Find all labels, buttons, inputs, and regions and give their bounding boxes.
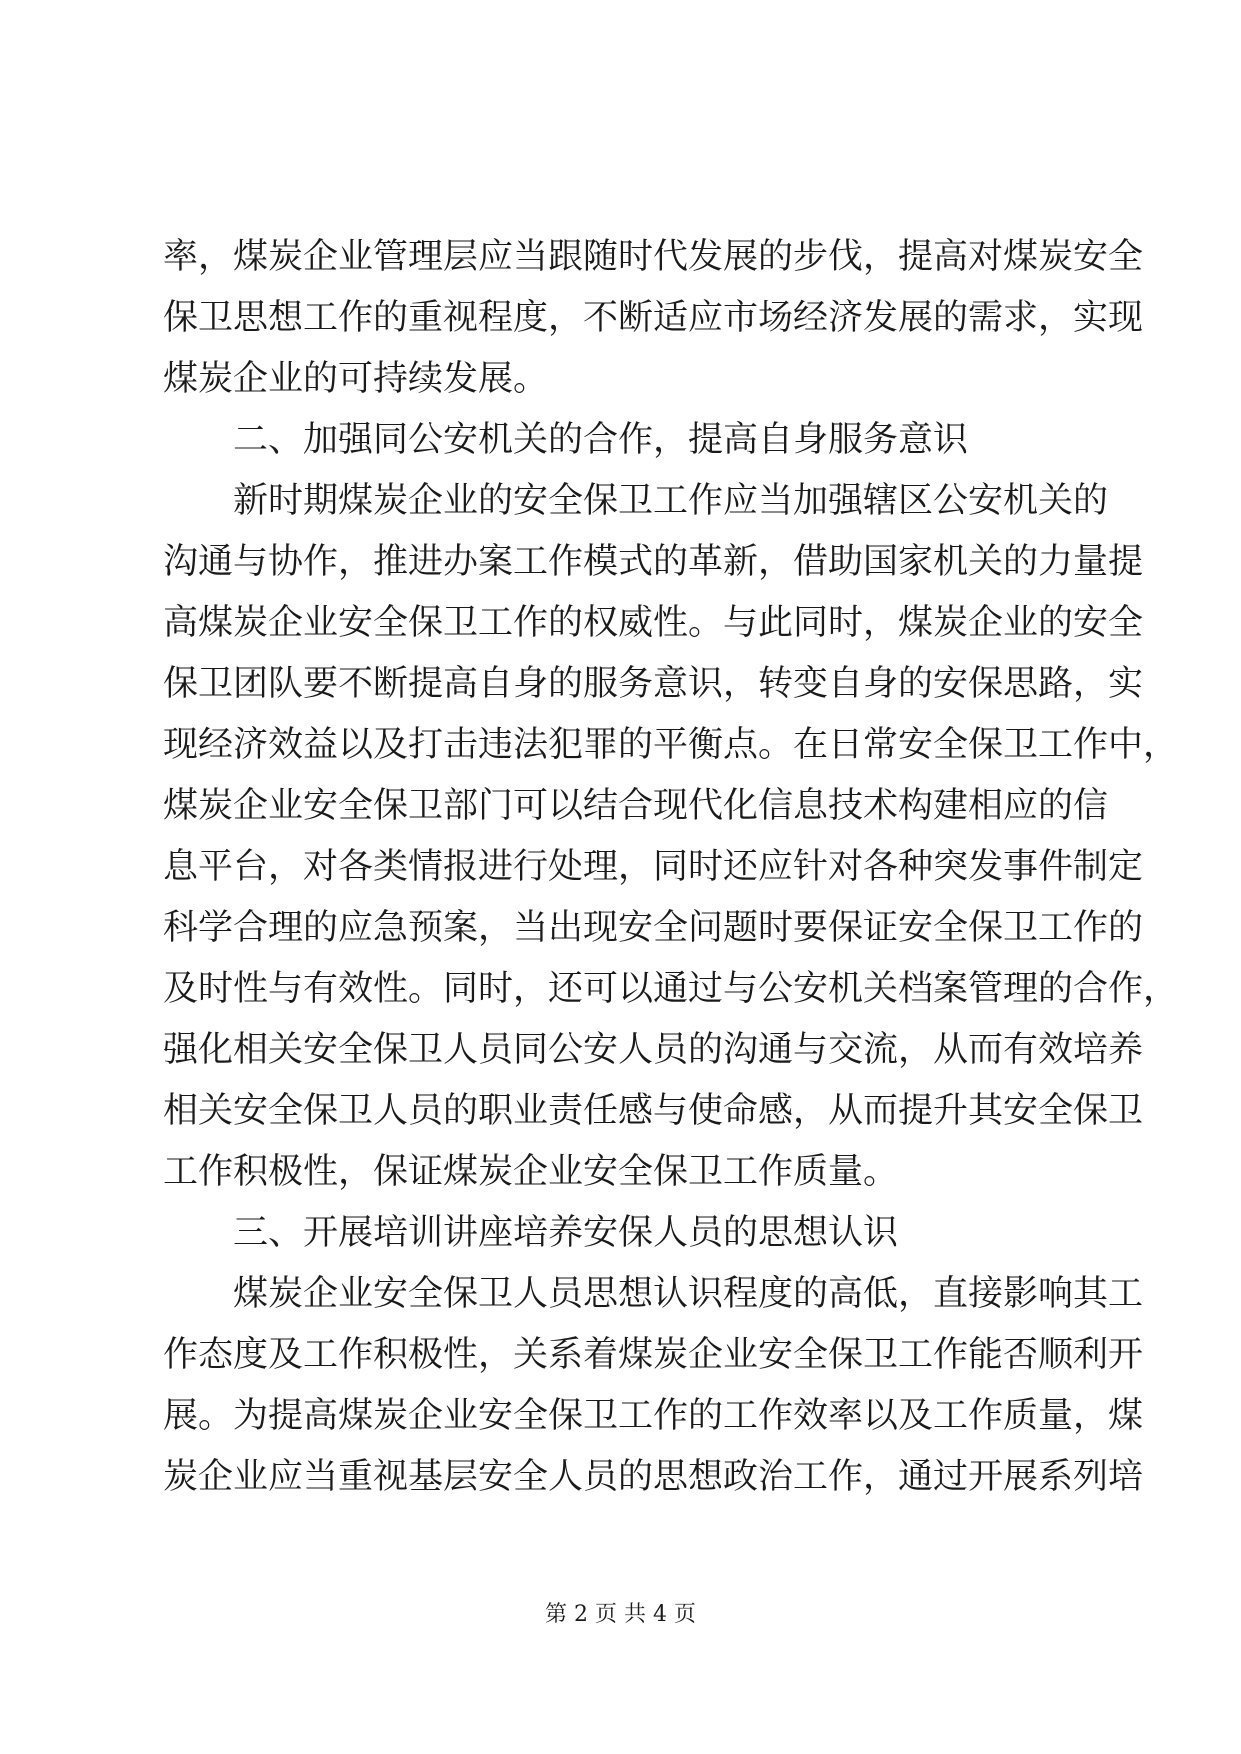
text-line: 新时期煤炭企业的安全保卫工作应当加强辖区公安机关的	[233, 481, 1109, 521]
text-line: 保卫思想工作的重视程度，不断适应市场经济发展的需求，实现	[163, 298, 1144, 338]
text-line: 现经济效益以及打击违法犯罪的平衡点。在日常安全保卫工作中，	[163, 725, 1179, 765]
text-line: 工作积极性，保证煤炭企业安全保卫工作质量。	[163, 1152, 899, 1192]
paragraph	[163, 471, 1179, 1203]
paragraph	[163, 1264, 1144, 1508]
text-line: 相关安全保卫人员的职业责任感与使命感，从而提升其安全保卫	[163, 1091, 1144, 1131]
text-line: 二、加强同公安机关的合作，提高自身服务意识	[233, 420, 969, 460]
text-line: 强化相关安全保卫人员同公安人员的沟通与交流，从而有效培养	[163, 1030, 1144, 1070]
section-heading	[163, 1203, 1083, 1264]
text-line: 率，煤炭企业管理层应当跟随时代发展的步伐，提高对煤炭安全	[163, 237, 1144, 277]
text-line: 及时性与有效性。同时，还可以通过与公安机关档案管理的合作，	[163, 969, 1179, 1009]
document-body	[163, 227, 1179, 1508]
text-line: 保卫团队要不断提高自身的服务意识，转变自身的安保思路，实	[163, 664, 1144, 704]
text-line: 沟通与协作，推进办案工作模式的革新，借助国家机关的力量提	[163, 542, 1144, 582]
text-line: 科学合理的应急预案，当出现安全问题时要保证安全保卫工作的	[163, 908, 1144, 948]
text-line: 息平台，对各类情报进行处理，同时还应针对各种突发事件制定	[163, 847, 1144, 887]
text-line: 高煤炭企业安全保卫工作的权威性。与此同时，煤炭企业的安全	[163, 603, 1144, 643]
text-line: 三、开展培训讲座培养安保人员的思想认识	[233, 1213, 899, 1253]
text-line: 炭企业应当重视基层安全人员的思想政治工作，通过开展系列培	[163, 1457, 1144, 1497]
section-heading	[163, 410, 1083, 471]
text-line: 煤炭企业安全保卫部门可以结合现代化信息技术构建相应的信	[163, 786, 1109, 826]
page-number-footer: 第 2 页 共 4 页	[545, 1602, 696, 1627]
text-line: 煤炭企业安全保卫人员思想认识程度的高低，直接影响其工	[233, 1274, 1144, 1314]
text-line: 煤炭企业的可持续发展。	[163, 359, 549, 399]
text-line: 展。为提高煤炭企业安全保卫工作的工作效率以及工作质量，煤	[163, 1396, 1144, 1436]
text-line: 作态度及工作积极性，关系着煤炭企业安全保卫工作能否顺利开	[163, 1335, 1144, 1375]
paragraph	[163, 227, 1144, 410]
